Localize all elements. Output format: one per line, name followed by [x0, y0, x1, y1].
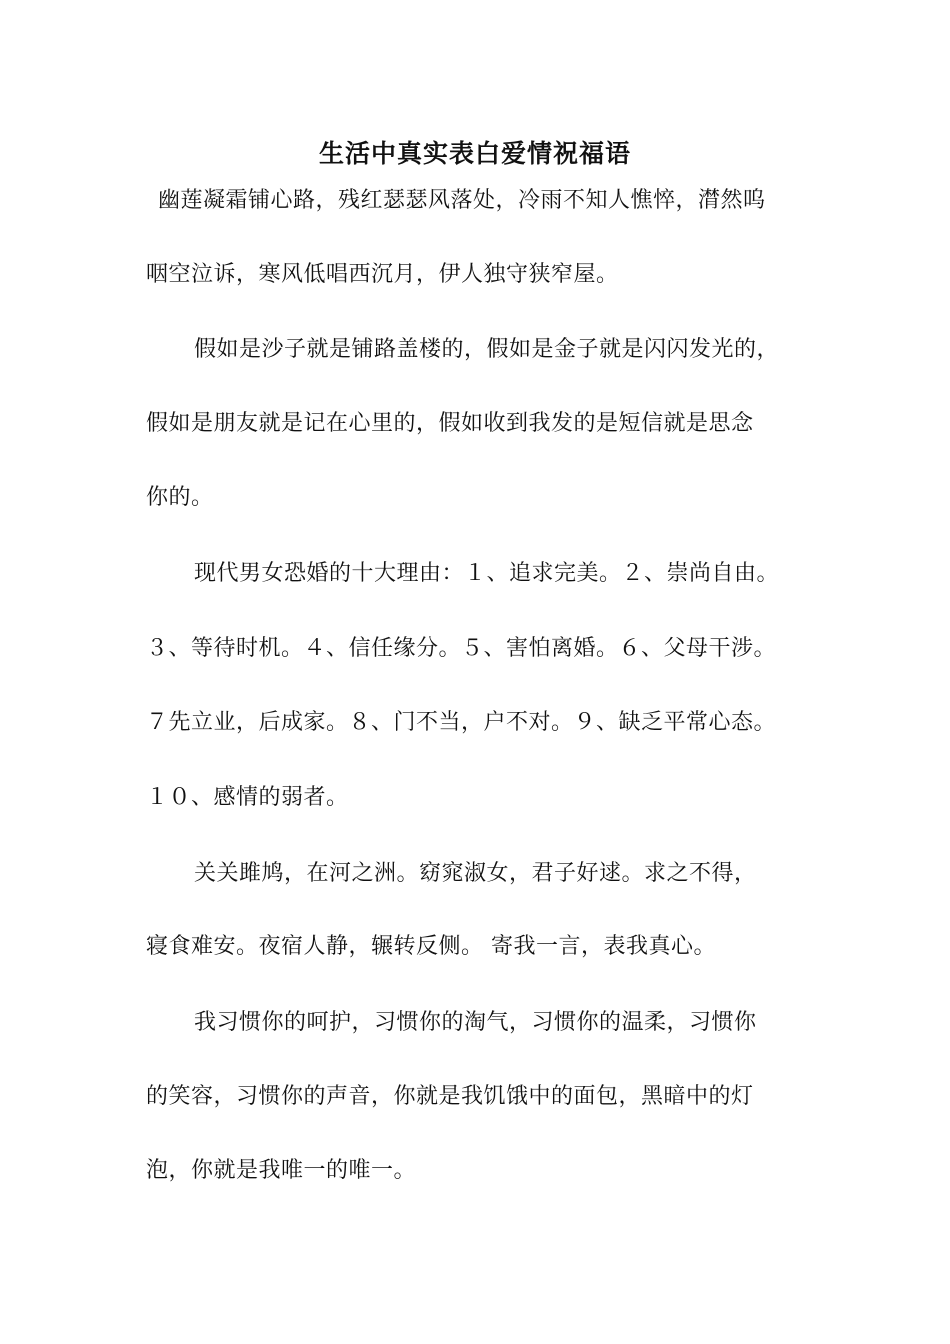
text-line: 我习惯你的呵护，习惯你的淘气，习惯你的温柔，习惯你: [194, 1010, 757, 1035]
text-line: ３、等待时机。４、信任缘分。５、害怕离婚。６、父母干涉。: [146, 636, 777, 661]
text-line: 你的。: [146, 485, 214, 510]
text-line: 的笑容，习惯你的声音，你就是我饥饿中的面包，黑暗中的灯: [146, 1084, 754, 1109]
text-line: 现代男女恐婚的十大理由：１、追求完美。２、崇尚自由。: [194, 561, 780, 586]
text-line: 幽莲凝霜铺心路，残红瑟瑟风落处，冷雨不知人憔悴，潸然呜: [158, 188, 766, 213]
text-line: 关关雎鸠，在河之洲。窈窕淑女，君子好逑。求之不得，: [194, 861, 757, 886]
text-line: 假如是朋友就是记在心里的，假如收到我发的是短信就是思念: [146, 411, 754, 436]
text-line: １０、感情的弱者。: [146, 785, 349, 810]
text-line: ７先立业，后成家。８、门不当，户不对。９、缺乏平常心态。: [146, 710, 777, 735]
text-line: 泡，你就是我唯一的唯一。: [146, 1158, 417, 1183]
document-title: 生活中真实表白爱情祝福语: [318, 139, 631, 168]
text-line: 假如是沙子就是铺路盖楼的，假如是金子就是闪闪发光的，: [194, 337, 780, 362]
text-line: 寝食难安。夜宿人静，辗转反侧。 寄我一言，表我真心。: [146, 934, 716, 959]
text-line: 咽空泣诉，寒风低唱西沉月，伊人独守狭窄屋。: [146, 262, 619, 287]
